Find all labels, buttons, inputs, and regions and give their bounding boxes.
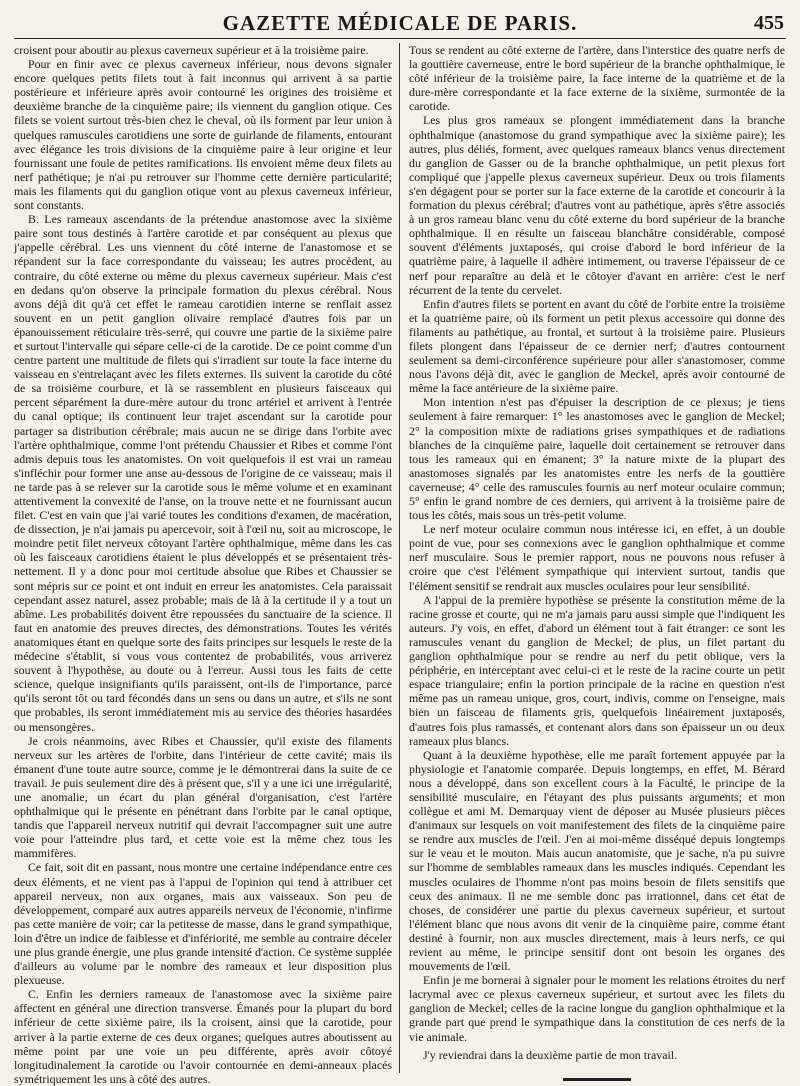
paragraph: Les plus gros rameaux se plongent immédiatement dans la branche ophthalmique (anastomose du grand sympathique avec la sixième paire); les autres, plus déliés, forment, avec quelques rameaux blancs venus directement du ganglion de Gasser ou de la branche ophthalmique, un petit plexus fort compliqué que j'appelle plexus caverneux supérieur. Deux ou trois filaments s'en dégagent pour se porter sur la face externe de la carotide et concourir à la formation du plexus cérébral; d'autres vont au pathétique, après s'être associés à un gros rameau blanc venu du côté externe du bord supérieur de la branche ophthalmique. Il en résulte un faisceau blanchâtre considérable, composé souvent d'éléments juxtaposés, qui croise d'abord le bord inférieur de la quatrième paire, à laquelle il adhère intimement, ou traverse l'épaisseur de ce nerf pour reparaître au delà et le côtoyer d'avant en arrière: c'est le nerf récurrent de la tente du cervelet.	[409, 113, 785, 297]
end-of-article-rule	[563, 1078, 631, 1081]
paragraph: C. Enfin les derniers rameaux de l'anastomose avec la sixième paire affectent en général une direction transverse. Émanés pour la plupart du bord inférieur de cette sixième paire, ils la croisent, ainsi que la carotide, pour arriver à la partie externe de ces deux organes; quelques autres aboutissent au même point par une voie un peu différente, après avoir côtoyé longitudinalement la carotide ou l'avoir contournée en demi-anneaux placés symétriquement les uns à côté des autres.	[14, 987, 392, 1086]
journal-title: GAZETTE MÉDICALE DE PARIS.	[222, 11, 578, 35]
paragraph: Le nerf moteur oculaire commun nous intéresse ici, en effet, à un double point de vue, pour ses connexions avec le ganglion ophthalmique et comme nerf musculaire. Sous le premier rapport, nous ne pouvons nous refuser à croire que c'est l'élément sympathique qui intervient surtout, tandis que l'élément sensitif se rendrait aux muscles oculaires pour leur sensibilité.	[409, 522, 785, 593]
paragraph: croisent pour aboutir au plexus caverneux supérieur et à la troisième paire.	[14, 43, 369, 57]
column-divider	[399, 43, 400, 1073]
paragraph: Ce fait, soit dit en passant, nous montre une certaine indépendance entre ces deux éléments, et ne vient pas à l'appui de l'opinion qui tend à attribuer cet appareil nerveux, non aux organes, mais aux vaisseaux. Son peu de développement, comparé aux autres appareils nerveux de l'économie, n'infirme pas cette manière de voir; car la petitesse de masse, dans le grand sympathique, loin d'être un indice de faiblesse et d'infériorité, me semble au contraire déceler une plus grande énergie, une plus grande intensité d'action. Ce système supplée d'ailleurs au volume par le nombre des rameaux et leur disposition plus plexueuse.	[14, 860, 392, 988]
paragraph: Enfin je me bornerai à signaler pour le moment les relations étroites du nerf lacrymal avec ce plexus caverneux supérieur, et surtout avec les filets du ganglion de Meckel; celles de la racine longue du ganglion ophthalmique et la grande part que prend le sympathique dans la constitution de ces nerfs de la vie animale.	[409, 973, 785, 1044]
article-columns	[14, 43, 786, 1086]
paragraph: Mon intention n'est pas d'épuiser la description de ce plexus; je tiens seulement à faire remarquer: 1° les anastomoses avec le ganglion de Meckel; 2° la composition mixte de radiations grises sympathiques et de radiations blanches de la cinquième paire, laquelle doit certainement se retrouver dans tous les rameaux qui en émanent; 3° la nature mixte de la plupart des anastomoses signalés par les anatomistes entre les nerfs de la gouttière caverneuse; 4° celle des ramuscules fournis au nerf moteur oculaire commun; 5° enfin le grand nombre de ces derniers, qui arrivent à la troisième paire de tous les côtés, mais sous un très-petit volume.	[409, 395, 785, 523]
left-column	[14, 43, 398, 1086]
right-column	[401, 43, 785, 1073]
paragraph: Pour en finir avec ce plexus caverneux inférieur, nous devons signaler encore quelques petits filets tout à fait inconnus qui arrivent à sa partie postérieure et inférieure après avoir contourné les origines des troisième et deuxième branche de la cinquième paire; ils viennent du ganglion otique. Ces filets se voient surtout très-bien chez le cheval, où ils forment par leur union à quelques ramuscules carotidiens une sorte de guirlande de filaments, entourant avec élégance les trois divisions de la cinquième paire à leur origine et leur fournissant une foule de petites ramifications. Ils envoient même deux filets au nerf pathétique; je n'ai pu retrouver sur l'homme cette dernière particularité; mais les filaments qui du ganglion otique vont au plexus caverneux inférieur, sont constants.	[14, 57, 392, 213]
paragraph: Quant à la deuxième hypothèse, elle me paraît fortement appuyée par la physiologie et l'anatomie comparée. Depuis longtemps, en effet, M. Bérard nous a développé, dans son excellent cours à la Faculté, le principe de la sensibilité musculaire, en l'étayant des plus puissants arguments; et mon collègue et ami M. Demarquay vient de déposer au Musée plusieurs pièces d'animaux sur lesquels on voit manifestement des filets de la cinquième paire se rendre aux muscles de l'œil. J'en ai moi-même disséqué depuis longtemps sur le veau et le mouton. Mais aucun anatomiste, que je sache, n'a pu suivre sur l'homme de semblables rameaux dans les muscles indiqués. Cependant les muscles oculaires de l'homme n'ont pas moins besoin de filets sensitifs que ceux des animaux. Il ne me semble donc pas irrationnel, dans cet état de choses, de considérer une partie du plexus caverneux supérieur, et surtout l'élément blanc que nous avons dit venir de la cinquième paire, comme étant destiné à fournir, non aux muscles directement, mais à leurs nerfs, ce qui revient au même, le principe sensitif dont ont besoin les organes des mouvements de l'œil.	[409, 747, 785, 974]
paragraph: A l'appui de la première hypothèse se présente la constitution même de la racine grosse et courte, qui ne m'a jamais paru aussi simple que l'indiquent les auteurs. J'y vois, en effet, d'abord un élément tout à fait étranger: ce sont les ramuscules venant du ganglion de Meckel; de plus, un filet partant du ganglion ophthalmique pour se rendre au nerf du petit oblique, vers la périphérie, en interceptant avec celui-ci et le reste de la racine courte un petit espace triangulaire; enfin la portion principale de la racine en question n'est même pas un rameau unique, gros, court, indivis, comme on l'enseigne, mais bien un faisceau de filaments gris, quelquefois linéairement juxtaposés, d'autres fois plus ramassés, et contenant alors dans son épaisseur un ou deux rameaux plus blancs.	[409, 592, 785, 748]
paragraph: Enfin d'autres filets se portent en avant du côté de l'orbite entre la troisième et la quatrième paire, où ils forment un petit plexus accessoire qui donne des filaments au pathétique, au frontal, et surtout à la troisième paire. Plusieurs filets plongent dans l'épaisseur de ce dernier nerf; d'autres contournent seulement sa demi-circonférence supérieure pour aller s'anastomoser, comme nous l'avons déjà dit, avec le ganglion de Meckel, après avoir contourné de même la face antérieure de la sixième paire.	[409, 296, 785, 396]
masthead	[14, 10, 786, 39]
page-number: 455	[754, 12, 784, 34]
paragraph: B. Les rameaux ascendants de la prétendue anastomose avec la sixième paire sont tous destinés à l'artère carotide et par conséquent au plexus que j'appelle cérébral. Les uns viennent du côté interne de l'anastomose et se répandent sur la face correspondante du vaisseau; les autres procèdent, au contraire, du côté externe ou même du plexus caverneux supérieur. Mais c'est en dedans qu'on observe la principale formation du plexus cérébral. Nous avons déjà dit qu'à cet effet le rameau carotidien interne se renflait assez souvent en un petit ganglion olivaire remplacé d'autres fois par un épanouissement réticulaire très-serré, qui couvre une partie de la sixième paire et surtout l'intervalle qui sépare celle-ci de la carotide. De ce point comme d'un centre partent une multitude de filets qui s'irradient sur toute la face interne du vaisseau en s'entrelaçant avec les filets externes. Ils suivent la carotide du côté de sa troisième courbure, et là se rassemblent en plusieurs faisceaux qui percent séparément la dure-mère autour du tronc artériel et arrivent à l'entrée du canal optique; ils continuent leur trajet ascendant sur la carotide pour partager sa distribution cérébrale; mais aucun ne se dirige dans l'orbite avec l'artère ophthalmique, comme l'ont prétendu Chaussier et Ribes et comme l'ont admis depuis tous les anatomistes. On voit quelquefois il est vrai un rameau s'infléchir pour former une anse au-dessous de l'origine de ce vaisseau; mais il ne tarde pas à se relever sur la carotide sous le même volume et en examinant attentivement la convexité de l'anse, on la trouve nette et ne fournissant aucun filet. C'est en vain que j'ai varié toutes les conditions d'examen, de macération, de dissection, je n'ai jamais pu apercevoir, soit à l'œil nu, soit au microscope, le moindre petit filet nerveux côtoyant l'artère ophthalmique, même dans les cas où les faisceaux carotidiens étaient le plus développés et se présentaient très-nettement. Il y a donc pour moi certitude absolue que Ribes et Chaussier se sont mépris sur ce point et ont induit en erreur les anatomistes. Cela paraissait cependant assez naturel, assez probable; mais de là à la certitude il y a tout un abîme. Les probabilités doivent être repoussées du sanctuaire de la science. Il faut en anatomie des preuves directes, des démonstrations. Toutes les vérités anatomiques étant en quelque sorte des faits principes sur lesquels le reste de la médecine s'établit, si vous vous contentez de probabilités, vous arriverez souvent à l'hypothèse, au doute ou à l'erreur. Aussi tous les faits de cette science, quelque insignifiants qu'ils paraissent, ont-ils de l'importance, parce qu'ils seront tôt ou tard fécondés dans un sens ou dans un autre, et s'ils ne sont que probables, ils seront immédiatement mis au service des théories hasardées ou mensongères.	[14, 212, 392, 734]
closing-paragraph: J'y reviendrai dans la deuxième partie de mon travail.	[423, 1047, 678, 1062]
paragraph: Je crois néanmoins, avec Ribes et Chaussier, qu'il existe des filaments nerveux sur les artères de l'orbite, dans l'intérieur de cette cavité; mais ils émanent d'une toute autre source, comme je le démontrerai dans la suite de ce travail. Je puis seulement dire dès à présent que, s'il y a une ici une irrégularité, une anomalie, un écart du plan général d'organisation, c'est l'artère ophthalmique qui le présente en pénétrant dans l'orbite par le canal optique, tandis que l'appareil nerveux nutritif qui devrait l'accompagner suit une autre voie pour l'atteindre plus tard, et cette voie est la même chez tous les mammifères.	[14, 733, 392, 861]
paragraph: Tous se rendent au côté externe de l'artère, dans l'interstice des quatre nerfs de la gouttière caverneuse, entre le bord supérieur de la branche ophthalmique, le côté inférieur de la troisième paire, la face interne de la quatrième et de la dure-mère correspondante et la face externe de la sixième, surmontée de la carotide.	[409, 43, 785, 114]
